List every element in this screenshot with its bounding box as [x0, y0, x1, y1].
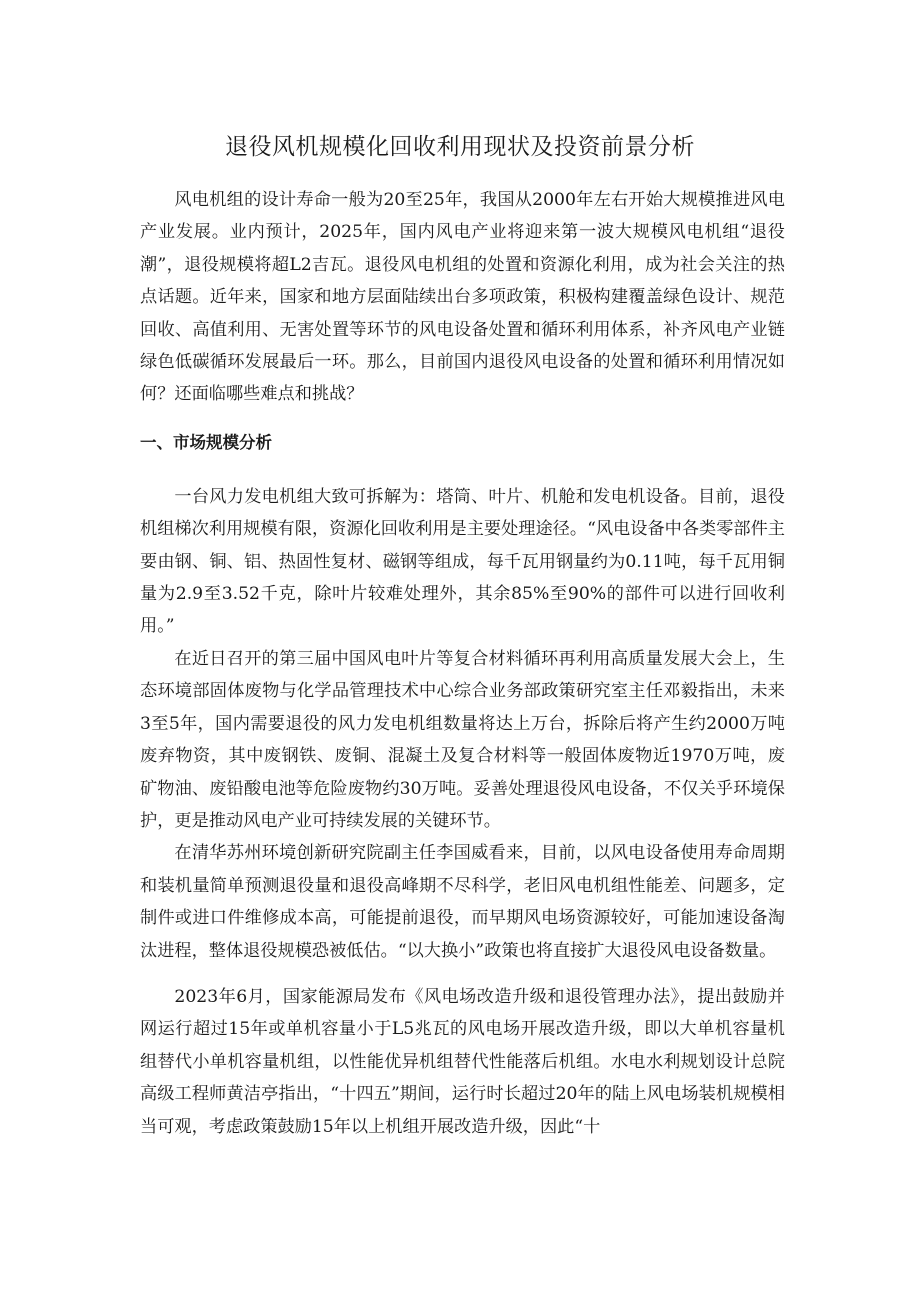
paragraph-li-guowei: 在清华苏州环境创新研究院副主任李国威看来，目前，以风电设备使用寿命周期和装机量简单预测退役量和退役高峰期不尽科学，老旧风电机组性能差、问题多，定制件或进口件维修成本高，可能提前退役，而早期风电场资源较好，可能加速设备淘汰进程，整体退役规模恐被低估。“以大换小”政策也将直接扩大退役风电设备数量。: [140, 843, 785, 961]
intro-paragraph: 风电机组的设计寿命一般为20至25年，我国从2000年左右开始大规模推进风电产业发展。业内预计，2025年，国内风电产业将迎来第一波大规模风电机组“退役潮”，退役规模将超L2吉瓦。退役风电机组的处置和资源化利用，成为社会关注的热点话题。近年来，国家和地方层面陆续出台多项政策，积极构建覆盖绿色设计、规范回收、高值利用、无害处置等环节的风电设备处置和循环利用体系，补齐风电产业链绿色低碳循环发展最后一环。那么，目前国内退役风电设备的处置和循环利用情况如何？还面临哪些难点和挑战？: [140, 190, 785, 405]
paragraph-policy-2023: 2023年6月，国家能源局发布《风电场改造升级和退役管理办法》，提出鼓励并网运行超过15年或单机容量小于L5兆瓦的风电场开展改造升级，即以大单机容量机组替代小单机容量机组，以性能优异机组替代性能落后机组。水电水利规划设计总院高级工程师黄洁亭指出，“十四五”期间，运行时长超过20年的陆上风电场装机规模相当可观，考虑政策鼓励15年以上机组开展改造升级，因此“十: [140, 986, 785, 1137]
document-body: [140, 184, 785, 1143]
paragraph-conference: 在近日召开的第三届中国风电叶片等复合材料循环再利用高质量发展大会上，生态环境部固体废物与化学品管理技术中心综合业务部政策研究室主任邓毅指出，未来3至5年，国内需要退役的风力发电机组数量将达上万台，拆除后将产生约2000万吨废弃物资，其中废钢铁、废铜、混凝土及复合材料等一般固体废物近1970万吨，废矿物油、废铅酸电池等危险废物约30万吨。妥善处理退役风电设备，不仅关乎环境保护，更是推动风电产业可持续发展的关键环节。: [140, 648, 785, 831]
document-title: 退役风机规模化回收利用现状及投资前景分析: [225, 134, 695, 160]
section-heading-market-scale: 一、市场规模分析: [140, 432, 272, 452]
paragraph-disassembly: 一台风力发电机组大致可拆解为：塔筒、叶片、机舱和发电机设备。目前，退役机组梯次利用规模有限，资源化回收利用是主要处理途径。“风电设备中各类零部件主要由钢、铜、铝、热固性复材、磁钢等组成，每千瓦用钢量约为0.11吨，每千瓦用铜量为2.9至3.52千克，除叶片较难处理外，其余85%至90%的部件可以进行回收利用。”: [140, 486, 785, 637]
